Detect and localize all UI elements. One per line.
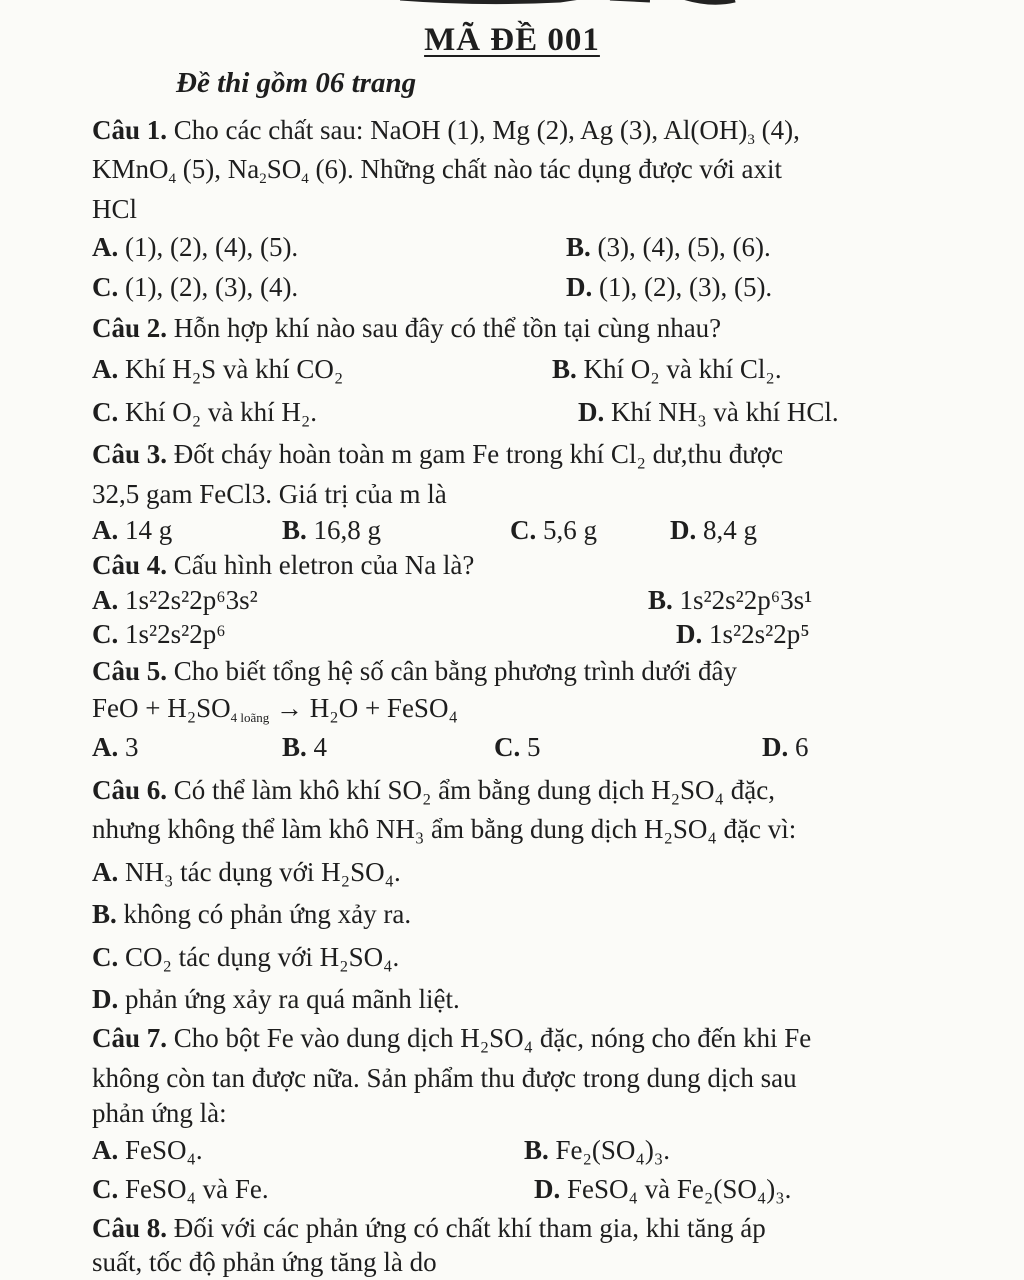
question-4-label: Câu 4.: [92, 550, 168, 580]
question-4-option-b[interactable]: B. 1s²2s²2p⁶3s¹: [648, 585, 813, 615]
question-8-line-1: Câu 8. Đối với các phản ứng có chất khí tham gia, khi tăng áp: [92, 1213, 766, 1243]
question-1-option-b[interactable]: B. (3), (4), (5), (6).: [566, 232, 771, 262]
question-2-option-c[interactable]: C. Khí O₂ và khí H₂.: [92, 397, 318, 427]
question-3-option-d[interactable]: D. 8,4 g: [670, 515, 757, 545]
question-5-label: Câu 5.: [92, 656, 168, 686]
question-6-option-d[interactable]: D. phản ứng xảy ra quá mãnh liệt.: [92, 984, 460, 1014]
question-6-option-b[interactable]: B. không có phản ứng xảy ra.: [92, 899, 412, 929]
top-edge-mark: [400, 0, 740, 8]
question-4-option-a[interactable]: A. 1s²2s²2p⁶3s²: [92, 585, 258, 615]
question-2-stem: Câu 2. Hỗn hợp khí nào sau đây có thể tồn tại cùng nhau?: [92, 313, 722, 343]
question-7-option-b[interactable]: B. Fe₂(SO₄)₃.: [524, 1135, 671, 1165]
exam-code-title: MÃ ĐỀ 001: [424, 22, 600, 58]
question-6-line-2: nhưng không thể làm khô NH₃ ẩm bằng dung dịch H₂SO₄ đặc vì:: [92, 814, 797, 844]
page-count-subtitle: Đề thi gồm 06 trang: [176, 67, 417, 99]
question-3-option-c[interactable]: C. 5,6 g: [510, 515, 597, 545]
question-1-option-d[interactable]: D. (1), (2), (3), (5).: [566, 272, 773, 302]
question-1-label: Câu 1.: [92, 115, 168, 145]
question-5-equation: FeO + $H_2SO_{4 loãng} \to H_2O$ + FeSO₄: [92, 693, 458, 725]
question-1-option-c[interactable]: C. (1), (2), (3), (4).: [92, 272, 299, 302]
question-7-line-2: không còn tan được nữa. Sản phẩm thu được trong dung dịch sau: [92, 1063, 797, 1093]
question-5-option-a[interactable]: A. 3: [92, 732, 139, 762]
question-6-option-c[interactable]: C. CO₂ tác dụng với H₂SO₄.: [92, 942, 400, 972]
question-1-line-1: Câu 1. Cho các chất sau: NaOH (1), Mg (2), Ag (3), $Al(OH)_3$ (4),: [92, 115, 800, 148]
question-4-option-d[interactable]: D. 1s²2s²2p⁵: [676, 619, 810, 649]
question-1-option-a[interactable]: A. (1), (2), (4), (5).: [92, 232, 299, 262]
question-8-label: Câu 8.: [92, 1213, 168, 1243]
question-6-option-a[interactable]: A. NH₃ tác dụng với H₂SO₄.: [92, 857, 401, 887]
question-6-label: Câu 6.: [92, 775, 168, 805]
question-7-line-3: phản ứng là:: [92, 1098, 227, 1128]
question-7-option-a[interactable]: A. FeSO₄.: [92, 1135, 203, 1165]
question-3-option-b[interactable]: B. 16,8 g: [282, 515, 382, 545]
question-3-line-1: Câu 3. Đốt cháy hoàn toàn m gam Fe trong khí Cl₂ dư,thu được: [92, 439, 784, 469]
question-4-stem: Câu 4. Cấu hình eletron của Na là?: [92, 550, 475, 580]
question-3-line-2: 32,5 gam FeCl3. Giá trị của m là: [92, 479, 447, 509]
question-8-line-2: suất, tốc độ phản ứng tăng là do: [92, 1247, 437, 1277]
question-5-option-d[interactable]: D. 6: [762, 732, 809, 762]
question-2-option-b[interactable]: B. Khí O₂ và khí Cl₂.: [552, 354, 782, 384]
question-7-line-1: Câu 7. Cho bột Fe vào dung dịch H₂SO₄ đặc, nóng cho đến khi Fe: [92, 1023, 812, 1053]
question-1-line-3: HCl: [92, 194, 138, 224]
question-2-label: Câu 2.: [92, 313, 168, 343]
question-7-option-c[interactable]: C. FeSO₄ và Fe.: [92, 1174, 269, 1204]
question-7-label: Câu 7.: [92, 1023, 168, 1053]
question-7-option-d[interactable]: D. FeSO₄ và Fe₂(SO₄)₃.: [534, 1174, 792, 1204]
question-2-option-d[interactable]: D. Khí NH₃ và khí HCl.: [578, 397, 839, 427]
question-1-line-2: KMnO$_4$ (5), $Na_2SO_4$ (6). Những chất nào tác dụng được với axit: [92, 154, 782, 187]
question-6-line-1: Câu 6. Có thể làm khô khí SO₂ ẩm bằng dung dịch H₂SO₄ đặc,: [92, 775, 775, 805]
question-5-stem: Câu 5. Cho biết tổng hệ số cân bằng phương trình dưới đây: [92, 656, 738, 686]
question-2-option-a[interactable]: A. Khí H₂S và khí CO₂: [92, 354, 344, 384]
question-3-label: Câu 3.: [92, 439, 168, 469]
question-4-option-c[interactable]: C. 1s²2s²2p⁶: [92, 619, 226, 649]
question-3-option-a[interactable]: A. 14 g: [92, 515, 173, 545]
question-5-option-b[interactable]: B. 4: [282, 732, 328, 762]
question-5-option-c[interactable]: C. 5: [494, 732, 541, 762]
